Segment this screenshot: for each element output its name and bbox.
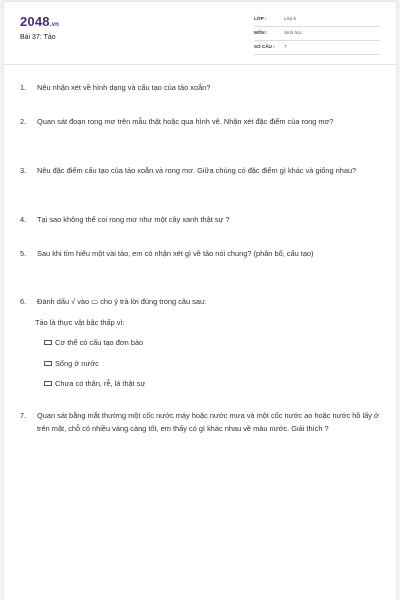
checkbox-icon[interactable]: [44, 340, 52, 345]
meta-question-count-label: SỐ CÂU :: [254, 44, 275, 49]
brand-logo[interactable]: [20, 14, 59, 29]
option-label: Cơ thể có cấu tạo đơn bào: [55, 338, 144, 347]
lesson-title: Bài 37: Tảo: [20, 34, 56, 41]
option-label: Chưa có thân, rễ, lá thật sự: [55, 379, 146, 388]
q6-option-1[interactable]: [44, 337, 143, 349]
question-text: Quan sát đoạn rong mơ trên mẫu thật hoặc qua hình vẽ. Nhận xét đặc điểm của rong mơ?: [37, 117, 334, 126]
worksheet-header: [4, 2, 396, 64]
checkbox-icon[interactable]: [44, 361, 52, 366]
question-text: Đánh dấu √ vào ▭ cho ý trả lời đúng trong câu sau:: [37, 297, 207, 306]
question-number: 1.: [20, 83, 27, 92]
header-divider: [4, 64, 396, 65]
meta-question-count: [254, 42, 380, 55]
question-number: 5.: [20, 249, 27, 258]
worksheet-page: [4, 2, 396, 600]
question-text: Nêu nhận xét về hình dạng và cấu tạo của tảo xoắn?: [37, 83, 211, 92]
question-text: Sau khi tìm hiểu một vài tảo, em có nhận xét gì về tảo nói chung? (phân bố, cấu tạo): [37, 249, 314, 258]
question-text: Nêu đặc điểm cấu tạo của tảo xoắn và rong mơ. Giữa chúng có đặc điểm gì khác và giống nhau?: [37, 166, 357, 175]
question-text: Quan sát bằng mắt thường một cốc nước máy hoặc nước mưa và một cốc nước ao hoặc nước hồ lấy ở trên mặt, chỗ có nhiều váng càng tốt, em thấy có gì khác nhau về màu nước. Giải thích ?: [37, 411, 379, 433]
brand-name: 2048: [20, 14, 50, 29]
meta-grade: [254, 14, 380, 27]
question-6-stem: Tảo là thực vật bậc thấp vì:: [35, 318, 125, 327]
brand-tld: .vn: [49, 22, 60, 28]
meta-question-count-value: 7: [284, 44, 287, 49]
question-number: 7.: [20, 411, 27, 420]
q6-option-3[interactable]: [44, 378, 145, 390]
question-number: 3.: [20, 166, 27, 175]
meta-subject-value: Sinh học: [284, 30, 302, 35]
option-label: Sống ở nước: [55, 359, 99, 368]
q6-option-2[interactable]: [44, 358, 99, 370]
question-number: 2.: [20, 117, 27, 126]
question-number: 4.: [20, 215, 27, 224]
checkbox-icon[interactable]: [44, 381, 52, 386]
meta-subject-label: MÔN :: [254, 30, 268, 35]
question-text: Tại sao không thể coi rong mơ như một cây xanh thật sự ?: [37, 215, 230, 224]
meta-grade-label: LỚP :: [254, 16, 267, 21]
question-number: 6.: [20, 297, 27, 306]
meta-subject: [254, 28, 380, 41]
meta-grade-value: Lớp 6: [284, 16, 296, 21]
